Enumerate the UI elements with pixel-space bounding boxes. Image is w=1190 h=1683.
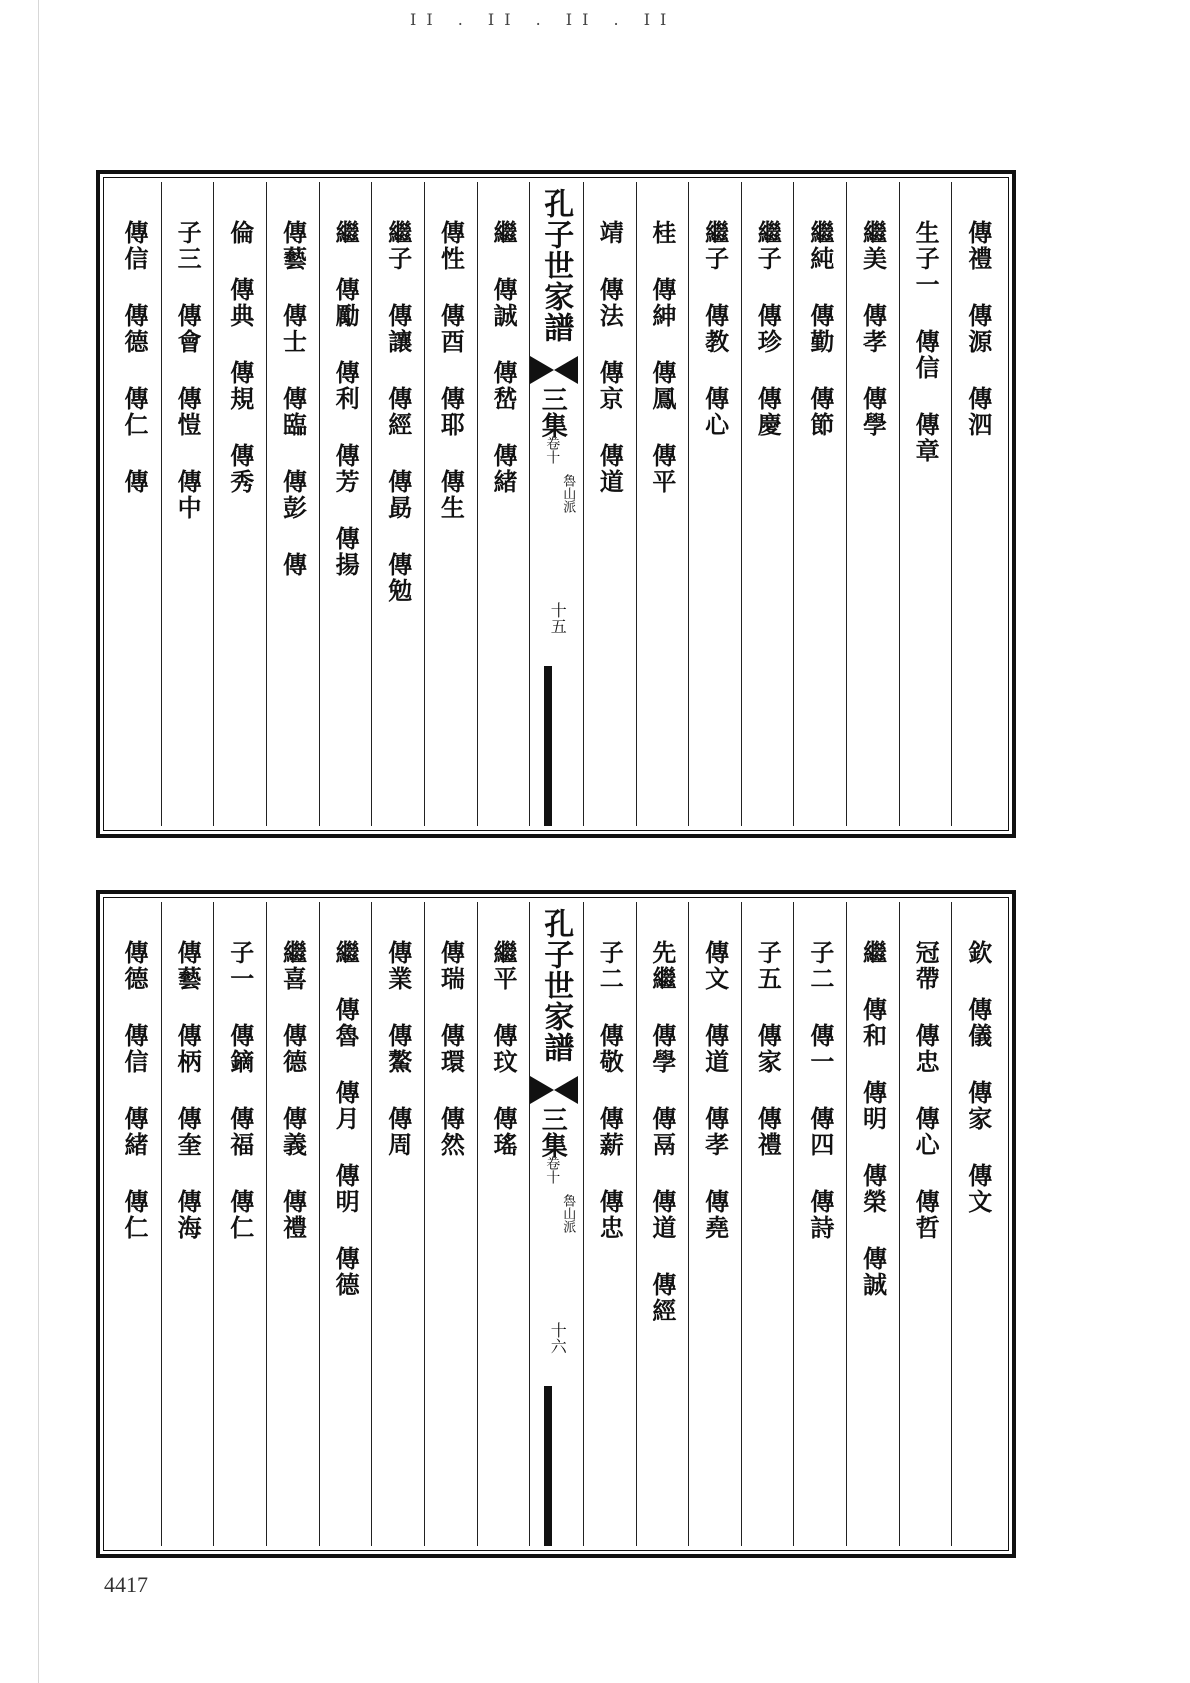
lower-column-4 xyxy=(793,902,846,1546)
volume-label: 卷十 xyxy=(544,436,561,464)
entry-text: 子二 傳敬 傳薪 傳忠 xyxy=(595,940,625,1241)
entry-text: 靖 傳法 傳京 傳道 xyxy=(595,220,625,495)
upper-column-11 xyxy=(371,182,424,826)
book-title: 孔子世家譜 xyxy=(538,908,574,1063)
entry-text: 傳瑞 傳環 傳然 xyxy=(436,940,466,1158)
lower-column-1 xyxy=(951,902,1004,1546)
entry-text: 先繼 傳學 傳鬲 傳道 傳經 xyxy=(647,940,677,1324)
lower-column-8 xyxy=(583,902,636,1546)
entry-text: 繼子 傳讓 傳經 傳勗 傳勉 xyxy=(383,220,413,604)
upper-column-4 xyxy=(793,182,846,826)
entry-text: 繼 傳勵 傳利 傳芳 傳揚 xyxy=(331,220,361,578)
lower-center-spine xyxy=(529,902,583,1546)
upper-column-15 xyxy=(161,182,214,826)
lower-column-11 xyxy=(371,902,424,1546)
entry-text: 傳性 傳酉 傳耶 傳生 xyxy=(436,220,466,521)
entry-text: 桂 傳紳 傳鳳 傳平 xyxy=(647,220,677,495)
lower-column-6 xyxy=(688,902,741,1546)
spine-black-bar xyxy=(544,666,552,826)
entry-text: 繼平 傳玟 傳瑤 xyxy=(489,940,518,1158)
entry-text: 傳藝 傳士 傳臨 傳彭 傳 xyxy=(278,220,308,578)
entry-text: 繼子 傳珍 傳慶 xyxy=(753,220,783,438)
lower-column-3 xyxy=(846,902,899,1546)
upper-column-1 xyxy=(951,182,1004,826)
entry-text: 傳文 傳道 傳孝 傳堯 xyxy=(700,940,730,1241)
lower-genealogy-panel xyxy=(96,890,1016,1558)
upper-center-spine xyxy=(529,182,583,826)
upper-column-13 xyxy=(266,182,319,826)
collection-part: 三集 xyxy=(537,1106,568,1158)
entry-text: 倫 傳典 傳規 傳秀 xyxy=(225,220,255,495)
book-title: 孔子世家譜 xyxy=(538,188,574,343)
lower-column-9 xyxy=(477,902,530,1546)
entry-text: 繼純 傳勤 傳節 xyxy=(805,220,835,438)
page-number: 4417 xyxy=(104,1572,148,1597)
fish-tail-ornament-icon xyxy=(530,1076,578,1104)
spine-black-bar xyxy=(544,1386,552,1546)
entry-text: 子一 傳鏑 傳福 傳仁 xyxy=(225,940,255,1241)
upper-column-9 xyxy=(477,182,530,826)
entry-text: 欽 傳儀 傳家 傳文 xyxy=(963,940,993,1215)
upper-column-2 xyxy=(899,182,952,826)
entry-text: 繼 傳魯 傳月 傳明 傳德 xyxy=(331,940,361,1298)
entry-text: 子五 傳家 傳禮 xyxy=(753,940,783,1158)
upper-column-5 xyxy=(741,182,794,826)
upper-column-16 xyxy=(108,182,161,826)
upper-column-3 xyxy=(846,182,899,826)
entry-text: 繼喜 傳德 傳義 傳禮 xyxy=(278,940,308,1241)
lower-column-16 xyxy=(108,902,161,1546)
branch-label: 魯山派 xyxy=(560,1194,576,1233)
lower-column-12 xyxy=(319,902,372,1546)
entry-text: 傳信 傳德 傳仁 傳 xyxy=(120,220,150,495)
entry-text: 冠帶 傳忠 傳心 傳哲 xyxy=(911,940,941,1241)
entry-text: 繼子 傳教 傳心 xyxy=(700,220,730,438)
entry-text: 繼美 傳孝 傳學 xyxy=(858,220,888,438)
entry-text: 傳禮 傳源 傳泗 xyxy=(963,220,993,438)
entry-text: 繼 傳和 傳明 傳榮 傳誠 xyxy=(858,940,888,1298)
collection-part: 三集 xyxy=(537,386,568,438)
volume-label: 卷十 xyxy=(544,1156,561,1184)
entry-text: 傳藝 傳柄 傳奎 傳海 xyxy=(173,940,203,1241)
lower-columns xyxy=(108,902,1004,1546)
entry-text: 生子一 傳信 傳章 xyxy=(911,220,941,464)
lower-column-14 xyxy=(213,902,266,1546)
upper-genealogy-panel xyxy=(96,170,1016,838)
entry-text: 子二 傳一 傳四 傳詩 xyxy=(805,940,835,1241)
scan-edge-line xyxy=(38,0,39,1683)
entry-text: 繼 傳誠 傳嵆 傳緒 xyxy=(489,220,518,495)
upper-column-12 xyxy=(319,182,372,826)
upper-column-6 xyxy=(688,182,741,826)
lower-column-2 xyxy=(899,902,952,1546)
upper-columns xyxy=(108,182,1004,826)
upper-column-7 xyxy=(636,182,689,826)
entry-text: 傳業 傳鰲 傳周 xyxy=(383,940,413,1158)
lower-column-10 xyxy=(424,902,477,1546)
upper-column-8 xyxy=(583,182,636,826)
leaf-number: 十六 xyxy=(548,1322,568,1354)
upper-column-10 xyxy=(424,182,477,826)
fish-tail-ornament-icon xyxy=(530,356,578,384)
branch-label: 魯山派 xyxy=(560,474,576,513)
lower-column-13 xyxy=(266,902,319,1546)
lower-column-5 xyxy=(741,902,794,1546)
header-noise: ⅠⅠ . ⅠⅠ . ⅠⅠ . ⅠⅠ xyxy=(410,10,677,29)
leaf-number: 十五 xyxy=(548,602,568,634)
lower-column-7 xyxy=(636,902,689,1546)
lower-column-15 xyxy=(161,902,214,1546)
upper-column-14 xyxy=(213,182,266,826)
entry-text: 傳德 傳信 傳緒 傳仁 xyxy=(120,940,150,1241)
entry-text: 子三 傳會 傳愷 傳中 xyxy=(173,220,203,521)
